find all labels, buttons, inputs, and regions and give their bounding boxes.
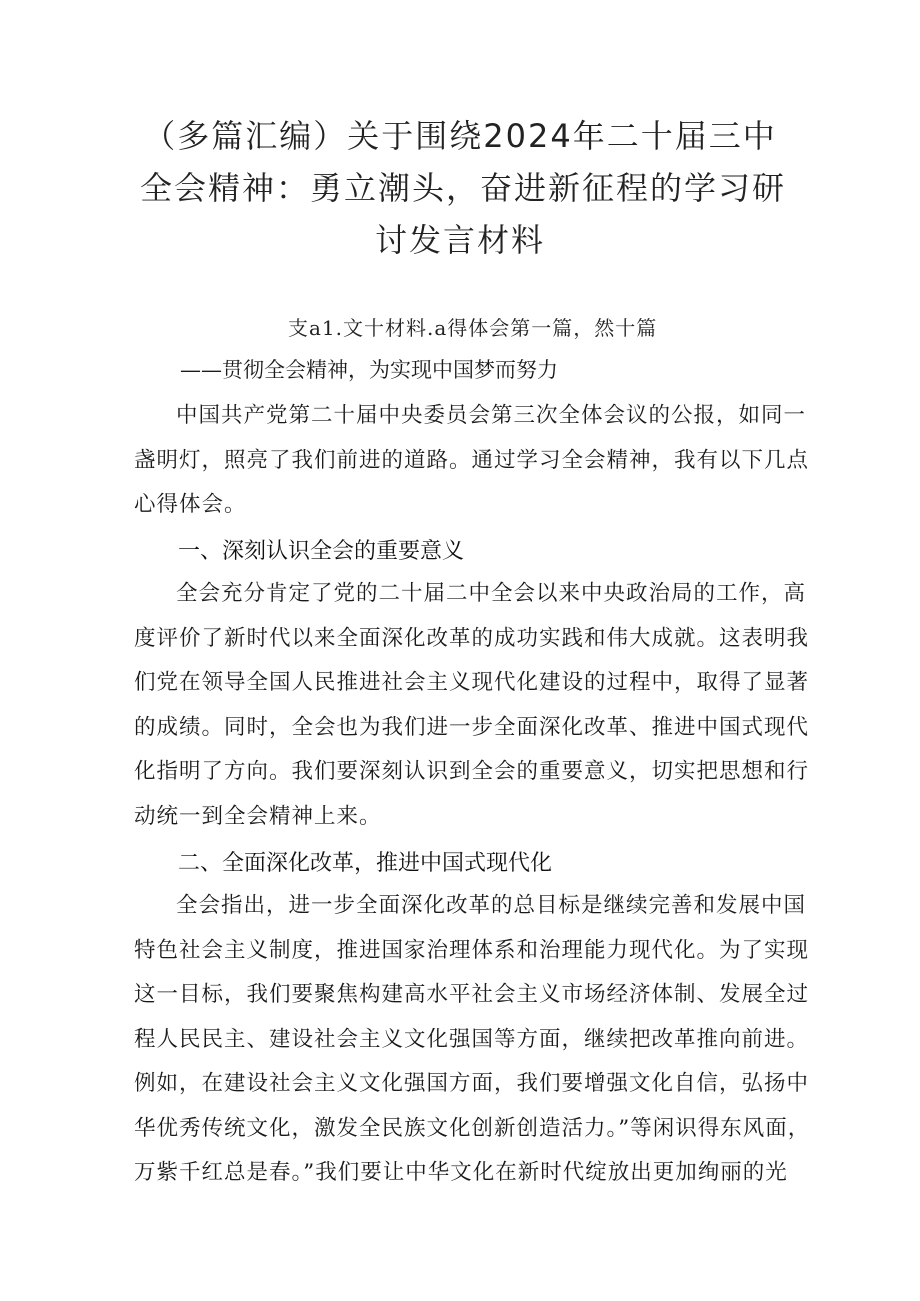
paragraph-line: 心得体会。 (134, 492, 247, 517)
paragraph-line: 程人民民主、建设社会主义文化强国等方面，继续把改革推向前进。 (134, 1026, 810, 1052)
intro-paragraph (134, 394, 810, 528)
section2-paragraph (134, 884, 811, 1196)
paragraph-line: 华优秀传统文化，激发全民族文化创新创造活力。”等闲识得东风面， (134, 1115, 811, 1141)
paragraph-line: 动统一到全会精神上来。 (134, 803, 382, 829)
document-subtitle: 支a1.文十材料.a得体会第一篇，然十篇 (288, 316, 658, 340)
paragraph-line: 全会充分肯定了党的二十届二中全会以来中央政治局的工作，高 (176, 581, 807, 606)
paragraph-line: 化指明了方向。我们要深刻认识到全会的重要意义，切实把思想和行 (134, 759, 810, 784)
paragraph-line: 们党在领导全国人民推进社会主义现代化建设的过程中，取得了显著 (134, 670, 810, 695)
title-line-2: 全会精神：勇立潮头，奋进新征程的学习研 (140, 169, 787, 207)
section-heading-1: 一、深刻认识全会的重要意义 (178, 539, 465, 564)
title-line-3: 讨发言材料 (374, 221, 545, 259)
paragraph-line: 全会指出，进一步全面深化改革的总目标是继续完善和发展中国 (176, 893, 807, 918)
document-title (140, 110, 787, 266)
section-heading-2: 二、全面深化改革，推进中国式现代化 (178, 851, 553, 876)
theme-line: ——贯彻全会精神，为实现中国梦而努力 (180, 358, 558, 382)
paragraph-line: 中国共产党第二十届中央委员会第三次全体会议的公报，如同一 (176, 403, 807, 428)
paragraph-line: 的成绩。同时，全会也为我们进一步全面深化改革、推进中国式现代 (134, 714, 810, 740)
paragraph-line: 特色社会主义制度，推进国家治理体系和治理能力现代化。为了实现 (134, 937, 810, 963)
section1-paragraph (134, 572, 810, 839)
paragraph-line: 度评价了新时代以来全面深化改革的成功实践和伟大成就。这表明我 (134, 625, 810, 651)
title-line-1: （多篇汇编）关于围绕2024年二十届三中 (143, 117, 777, 155)
paragraph-line: 这一目标，我们要聚焦构建高水平社会主义市场经济体制、发展全过 (134, 982, 810, 1007)
paragraph-line: 例如，在建设社会主义文化强国方面，我们要增强文化自信，弘扬中 (134, 1071, 810, 1096)
paragraph-line: 万紫千红总是春。”我们要让中华文化在新时代绽放出更加绚丽的光 (134, 1160, 788, 1185)
paragraph-line: 盏明灯，照亮了我们前进的道路。通过学习全会精神，我有以下几点 (134, 447, 810, 473)
